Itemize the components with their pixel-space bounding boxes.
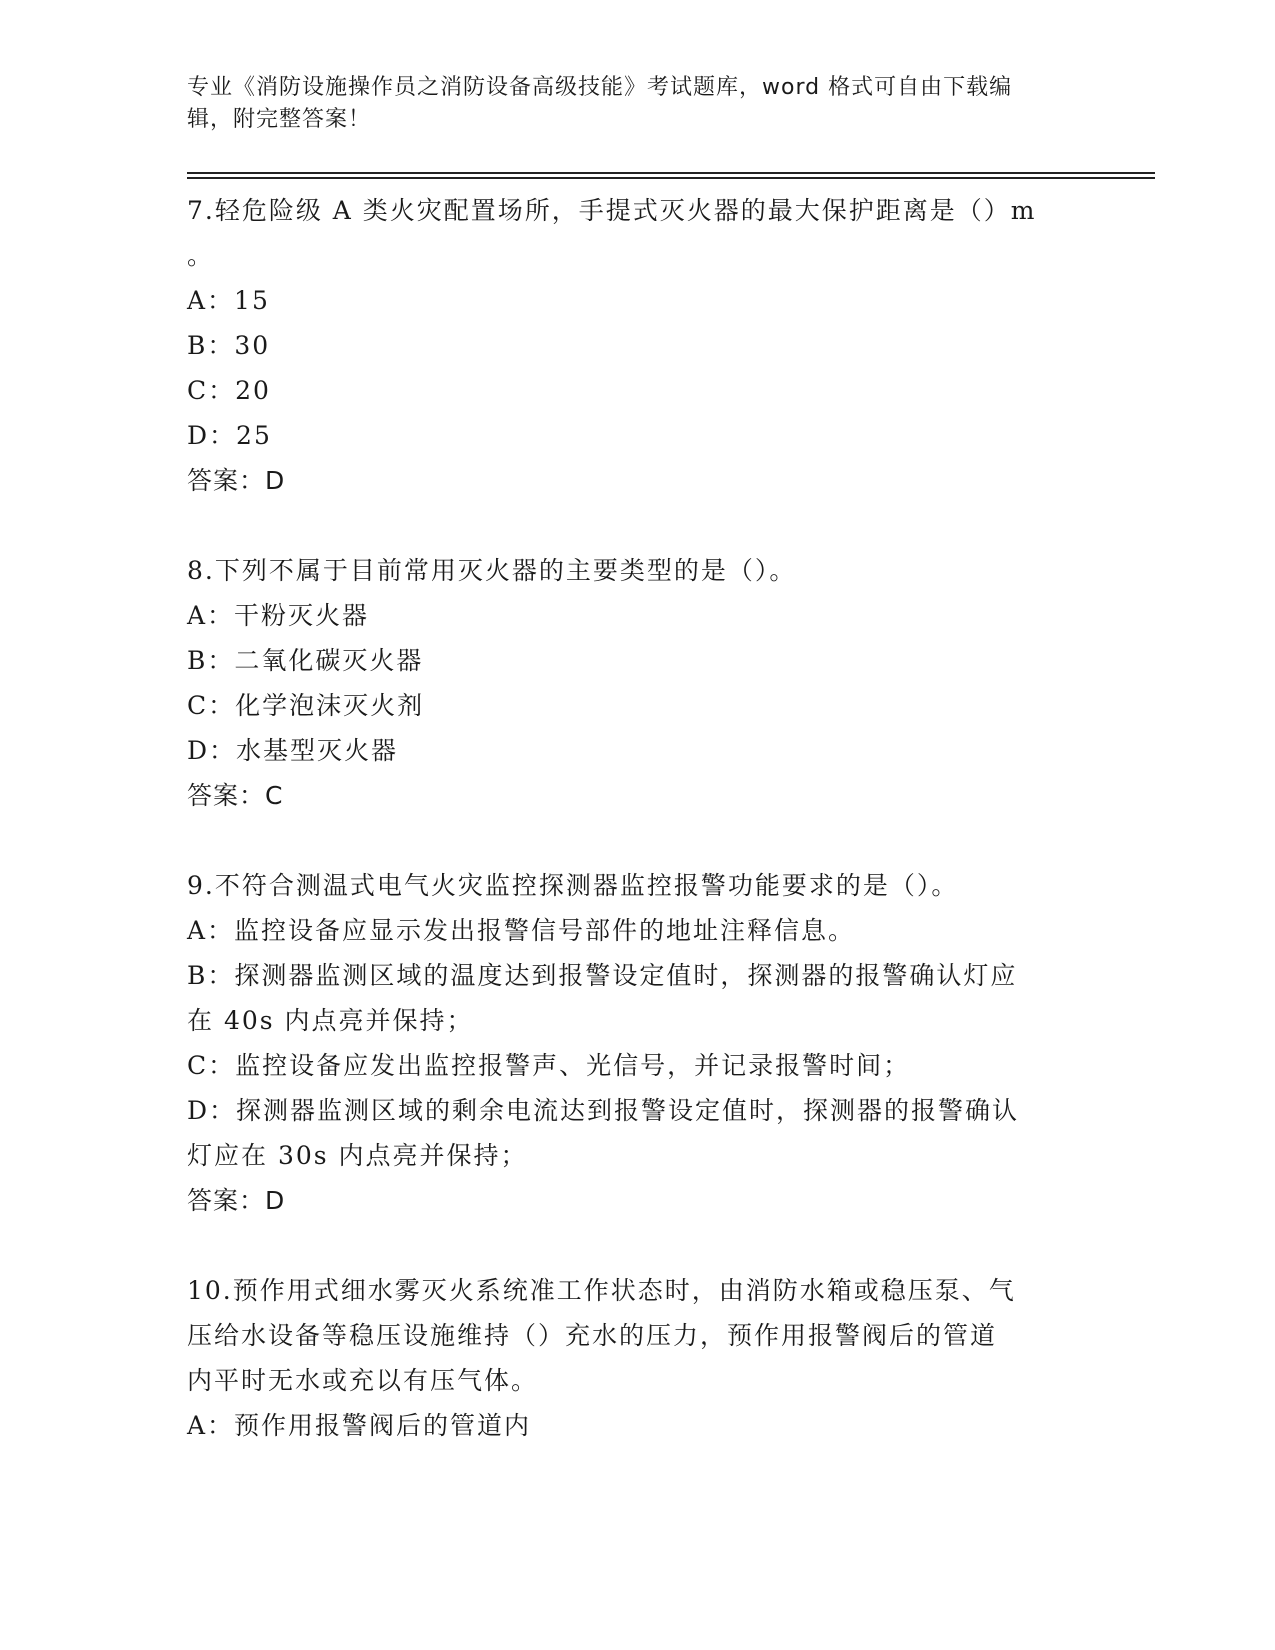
- answer-label: 答案：C: [187, 781, 284, 810]
- answer-label: 答案：D: [187, 466, 286, 495]
- header-line-1: 专业《消防设施操作员之消防设备高级技能》考试题库，word 格式可自由下载编: [187, 75, 1013, 100]
- question-spacer: [187, 503, 1087, 548]
- option-a: A：干粉灭火器: [187, 601, 370, 630]
- option-c: C：20: [187, 376, 271, 405]
- option-d: D：探测器监测区域的剩余电流达到报警设定值时，探测器的报警确认: [187, 1096, 1020, 1125]
- question-stem: 8.下列不属于目前常用灭火器的主要类型的是（）。: [187, 556, 797, 585]
- option-b: B：二氧化碳灭火器: [187, 646, 424, 675]
- option-a: A：15: [187, 286, 270, 315]
- answer-label: 答案：D: [187, 1186, 286, 1215]
- question-stem: 9.不符合测温式电气火灾监控探测器监控报警功能要求的是（）。: [187, 871, 959, 900]
- option-b: B：探测器监测区域的温度达到报警设定值时，探测器的报警确认灯应: [187, 961, 1018, 990]
- question-9: [187, 863, 1087, 1223]
- header-divider-top: [187, 172, 1155, 174]
- question-stem-continued: 。: [187, 241, 215, 270]
- option-c: C：监控设备应发出监控报警声、光信号，并记录报警时间；: [187, 1051, 911, 1080]
- option-d: D：25: [187, 421, 272, 450]
- question-stem: 10.预作用式细水雾灭火系统准工作状态时，由消防水箱或稳压泵、气: [187, 1276, 1016, 1305]
- question-8: [187, 548, 1087, 818]
- option-b: B：30: [187, 331, 271, 360]
- option-d-continued: 灯应在 30s 内点亮并保持；: [187, 1141, 528, 1170]
- question-stem-continued: 内平时无水或充以有压气体。: [187, 1366, 539, 1395]
- option-d: D：水基型灭火器: [187, 736, 399, 765]
- question-spacer: [187, 818, 1087, 863]
- question-list: [187, 188, 1087, 1448]
- question-spacer: [187, 1223, 1087, 1268]
- question-stem: 7.轻危险级 A 类火灾配置场所，手提式灭火器的最大保护距离是（）m: [187, 196, 1037, 225]
- question-10: [187, 1268, 1087, 1448]
- header-line-2: 辑，附完整答案！: [187, 107, 372, 132]
- option-a: A：监控设备应显示发出报警信号部件的地址注释信息。: [187, 916, 856, 945]
- option-c: C：化学泡沫灭火剂: [187, 691, 425, 720]
- header-divider-bottom: [187, 177, 1155, 179]
- question-stem-continued: 压给水设备等稳压设施维持（）充水的压力，预作用报警阀后的管道: [187, 1321, 998, 1350]
- option-b-continued: 在 40s 内点亮并保持；: [187, 1006, 474, 1035]
- question-7: [187, 188, 1087, 503]
- option-a: A：预作用报警阀后的管道内: [187, 1411, 532, 1440]
- document-header: [187, 72, 1087, 136]
